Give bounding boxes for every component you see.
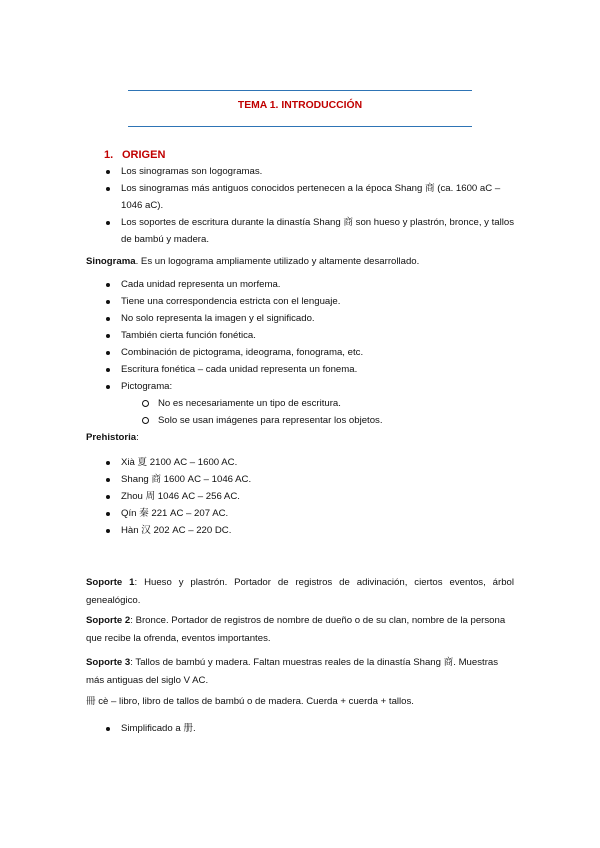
list-item: También cierta función fonética. xyxy=(121,327,519,344)
sub-list-item: No es necesariamente un tipo de escritura. xyxy=(158,395,519,412)
bullet-icon xyxy=(106,461,110,465)
list-item: Cada unidad representa un morfema. xyxy=(121,276,519,293)
sinograma-text: . Es un logograma ampliamente utilizado y altamente desarrollado. xyxy=(135,256,420,267)
list-item: Pictograma: xyxy=(121,378,519,395)
origen-bullet-list xyxy=(121,163,519,248)
list-item: Hàn 汉 202 AC – 220 DC. xyxy=(121,522,519,539)
section-heading-origen xyxy=(104,149,165,161)
title-rule-top xyxy=(128,90,472,91)
list-item: Zhou 周 1046 AC – 256 AC. xyxy=(121,488,519,505)
circle-bullet-icon xyxy=(142,400,149,407)
bullet-icon xyxy=(106,478,110,482)
list-item: Escritura fonética – cada unidad representa un fonema. xyxy=(121,361,519,378)
prehistoria-bullet-list xyxy=(121,454,519,539)
sinograma-bullet-list xyxy=(121,276,519,429)
bullet-icon xyxy=(106,351,110,355)
bullet-icon xyxy=(106,300,110,304)
bullet-icon xyxy=(106,283,110,287)
section-number: 1. xyxy=(104,149,114,161)
list-item: Los sinogramas son logogramas. xyxy=(121,163,519,180)
ce-paragraph: 冊 cè – libro, libro de tallos de bambú o de madera. Cuerda + cuerda + tallos. xyxy=(86,696,414,707)
list-item: Shang 商 1600 AC – 1046 AC. xyxy=(121,471,519,488)
list-item: Combinación de pictograma, ideograma, fonograma, etc. xyxy=(121,344,519,361)
bullet-icon xyxy=(106,317,110,321)
list-item: Simplificado a 册. xyxy=(121,720,519,737)
bullet-icon xyxy=(106,529,110,533)
ce-bullet-list xyxy=(121,720,519,737)
circle-bullet-icon xyxy=(142,417,149,424)
bullet-icon xyxy=(106,512,110,516)
soporte-1-paragraph: Soporte 1: Hueso y plastrón. Portador de registros de adivinación, ciertos eventos, árbol genealógico. xyxy=(86,577,514,606)
list-item: Xià 夏 2100 AC – 1600 AC. xyxy=(121,454,519,471)
bullet-icon xyxy=(106,334,110,338)
bullet-icon xyxy=(106,727,110,731)
list-item: No solo representa la imagen y el significado. xyxy=(121,310,519,327)
sub-list-item: Solo se usan imágenes para representar los objetos. xyxy=(158,412,519,429)
section-title: ORIGEN xyxy=(122,149,166,161)
pictograma-sublist xyxy=(121,395,519,429)
bullet-icon xyxy=(106,385,110,389)
list-item: Los soportes de escritura durante la dinastía Shang 商 son hueso y plastrón, bronce, y tallos de bambú y madera. xyxy=(121,214,519,248)
bullet-icon xyxy=(106,221,110,225)
bullet-icon xyxy=(106,170,110,174)
sinograma-term: Sinograma xyxy=(86,256,136,267)
sinograma-definition xyxy=(86,253,514,271)
bullet-icon xyxy=(106,368,110,372)
list-item: Los sinogramas más antiguos conocidos pertenecen a la época Shang 商 (ca. 1600 aC – 1046 aC). xyxy=(121,180,519,214)
prehistoria-heading: Prehistoria: xyxy=(86,432,139,443)
bullet-icon xyxy=(106,495,110,499)
prehistoria-label: Prehistoria xyxy=(86,432,137,443)
title-rule-bottom xyxy=(128,126,472,127)
list-item: Qín 秦 221 AC – 207 AC. xyxy=(121,505,519,522)
soporte-3-paragraph: Soporte 3: Tallos de bambú y madera. Faltan muestras reales de la dinastía Shang 商. Muestras más antiguas del siglo V AC. xyxy=(86,657,499,686)
page-title: TEMA 1. INTRODUCCIÓN xyxy=(237,100,363,111)
list-item: Tiene una correspondencia estricta con el lenguaje. xyxy=(121,293,519,310)
soporte-2-paragraph: Soporte 2: Bronce. Portador de registros de nombre de dueño o de su clan, nombre de la persona que recibe la ofrenda, eventos importantes. xyxy=(86,615,506,644)
bullet-icon xyxy=(106,187,110,191)
